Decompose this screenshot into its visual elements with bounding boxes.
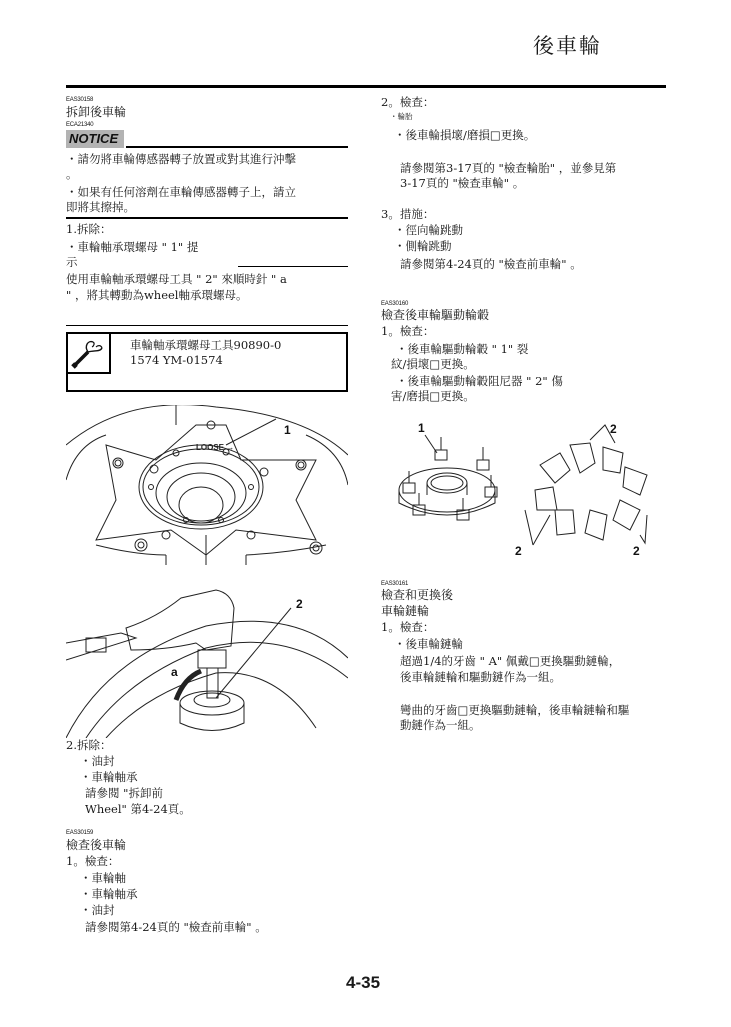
step-label: 1.拆除： (66, 222, 112, 236)
callout-a: a (171, 665, 178, 679)
section-title-remove-rear-wheel: 拆卸後車輪 (66, 105, 127, 119)
step-item: ・後車輪驅動輪轂阻尼器 " 2" 傷 (396, 374, 563, 388)
step-label: 1。檢查： (381, 324, 435, 338)
callout-2: 2 (633, 544, 640, 558)
notice-badge: NOTICE (66, 130, 124, 148)
step-label: 1。檢查： (66, 854, 120, 868)
tip-bottom-rule (66, 325, 348, 326)
tip-text: 使用車輪軸承環螺母工具 " 2" 來順時針 " a (66, 272, 287, 286)
notice-text: 即將其擦掉。 (66, 200, 135, 214)
step-item: ・車輪軸 (80, 871, 126, 885)
instruction-text: 彎曲的牙齒□更換驅動鏈輪，後車輪鏈輪和驅 (400, 703, 630, 717)
step-label: 1。檢查： (381, 620, 435, 634)
step-label: 2.拆除： (66, 738, 112, 752)
notice-text: ・請勿將車輪傳感器轉子放置或對其進行沖擊 (66, 152, 296, 166)
tool-icon-cell (68, 334, 111, 374)
instruction-text: 超過1/4的牙齒 " A" 佩戴□更換驅動鏈輪， (400, 654, 621, 668)
step-item: ・後車輪驅動輪轂 " 1" 裂 (396, 342, 529, 356)
step-item: ・車輪軸承 (80, 770, 138, 784)
callout-2: 2 (515, 544, 522, 558)
figure-drive-hub-dampers (385, 415, 665, 565)
notice-text: 。 (66, 167, 78, 181)
step-item: ・徑向輪跳動 (394, 223, 463, 237)
section-title-inspect-rear-wheel: 檢查後車輪 (66, 838, 127, 852)
callout-1: 1 (418, 421, 425, 435)
callout-1: 1 (284, 423, 291, 437)
tip-rule (238, 266, 348, 267)
page-header-title: 後車輪 (533, 34, 602, 58)
section-code: EAS30161 (381, 581, 409, 587)
svg-text:LOOSE →: LOOSE → (196, 443, 235, 452)
notice-code: ECA21340 (66, 122, 94, 128)
step-item: ・側輪跳動 (394, 239, 452, 253)
tool-number: 1574 YM-01574 (130, 353, 223, 367)
step-item: ・車輪軸承 (80, 887, 138, 901)
step-item: ・後車輪鏈輪 (394, 637, 463, 651)
reference-text: 3-17頁的 "檢查車輪" 。 (400, 176, 525, 190)
section-code: EAS30158 (66, 97, 94, 103)
instruction-text: 後車輪鏈輪和驅動鏈作為一組。 (400, 670, 561, 684)
instruction-text: 動鏈作為一組。 (400, 718, 481, 732)
section-title-sprocket: 車輪鏈輪 (381, 604, 430, 618)
step-item: ・後車輪損壞/磨損□更換。 (394, 128, 536, 142)
special-tool-box (66, 332, 348, 392)
reference-text: 請參閱第3-17頁的 "檢查輪胎" ，並參見第 (400, 161, 617, 175)
step-item: 害/磨損□更換。 (391, 389, 475, 403)
notice-top-rule (126, 146, 348, 148)
step-item: ・車輪軸承環螺母 " 1" 提 (66, 240, 199, 254)
step-label: 2。檢查： (381, 95, 435, 109)
tip-label: 示 (66, 255, 78, 269)
notice-bottom-rule (66, 217, 348, 219)
reference-text: 請參閱 "拆卸前 (85, 786, 163, 800)
section-code: EAS30160 (381, 301, 409, 307)
step-item: ・油封 (80, 903, 115, 917)
step-label: 3。措施： (381, 207, 435, 221)
section-code: EAS30159 (66, 830, 94, 836)
callout-2: 2 (610, 422, 617, 436)
callout-2: 2 (296, 597, 303, 611)
step-item: ・油封 (80, 754, 115, 768)
figure-impact-tool (66, 578, 348, 738)
section-title-drive-hub: 檢查後車輪驅動輪轂 (381, 308, 490, 322)
page-number: 4-35 (346, 973, 381, 992)
notice-text: ・如果有任何溶劑在車輪傳感器轉子上，請立 (66, 185, 296, 199)
reference-text: 請參閱第4-24頁的 "檢查前車輪" 。 (85, 920, 267, 934)
tool-name: 車輪軸承環螺母工具90890-0 (130, 338, 282, 352)
step-sub-item: ・輪胎 (390, 112, 413, 121)
reference-text: 請參閱第4-24頁的 "檢查前車輪" 。 (400, 257, 582, 271)
header-divider (66, 85, 666, 88)
tip-text: " ，將其轉動為wheel軸承環螺母。 (66, 288, 248, 302)
reference-text: Wheel" 第4-24頁。 (85, 802, 191, 816)
figure-bearing-retainer (66, 405, 348, 565)
wrench-tool-icon (68, 334, 108, 372)
section-title-sprocket: 檢查和更換後 (381, 588, 454, 602)
step-item: 紋/損壞□更換。 (391, 357, 475, 371)
